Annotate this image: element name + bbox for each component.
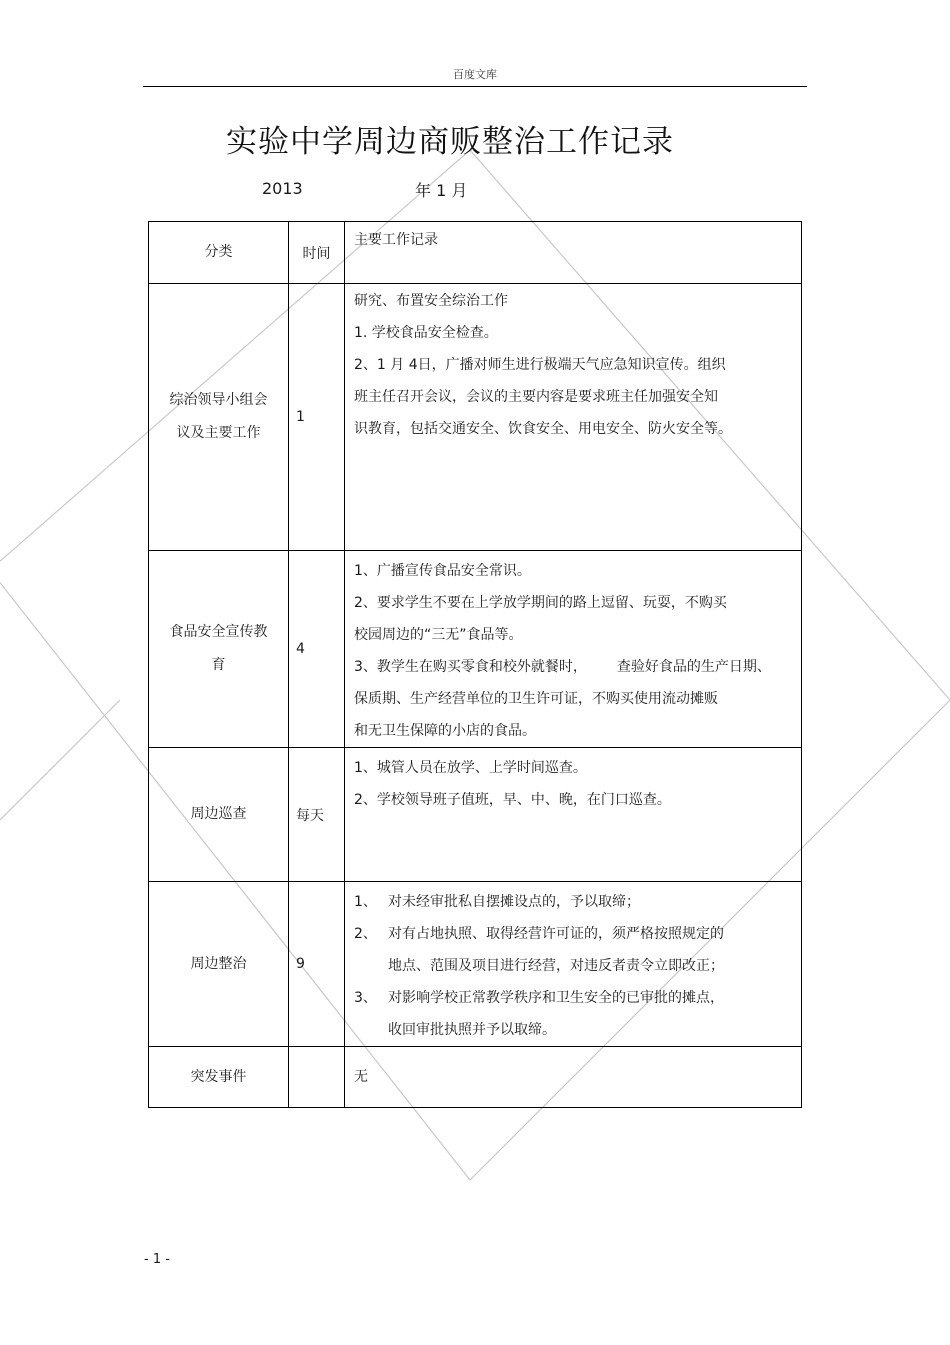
item-text: 对有占地执照、取得经营许可证的，须严格按照规定的 <box>388 926 724 942</box>
row-record <box>345 882 802 1047</box>
table-row <box>149 551 802 748</box>
header-record <box>345 222 802 284</box>
header-category: 分类 <box>149 222 289 284</box>
record-line-part: 3、教学生在购买零食和校外就餐时， <box>354 659 587 675</box>
row-category <box>149 748 289 882</box>
table-row <box>149 882 802 1047</box>
row-time <box>289 1047 345 1108</box>
table-row <box>149 1047 802 1108</box>
table-header-row <box>149 222 802 284</box>
table-row <box>149 284 802 551</box>
header-time: 时间 <box>289 222 345 284</box>
row-time: 1 <box>289 284 345 551</box>
item-text: 地点、范围及项目进行经营，对违反者责令立即改正； <box>388 958 724 974</box>
row-time: 9 <box>289 882 345 1047</box>
item-number: 3、 <box>354 990 377 1006</box>
record-line <box>354 651 801 683</box>
row-category-line: 突发事件 <box>190 1068 247 1085</box>
page-header-text: 百度文库 <box>453 68 497 81</box>
record-item <box>354 1014 801 1046</box>
row-category <box>149 551 289 748</box>
record-line: 研究、布置安全综治工作 <box>354 293 508 309</box>
row-category <box>149 1047 289 1108</box>
page-number: - 1 - <box>144 1252 170 1267</box>
record-line: 校园周边的“三无”食品等。 <box>354 627 523 643</box>
record-item <box>354 886 801 918</box>
item-number: 2、 <box>354 926 377 942</box>
record-line: 无 <box>354 1069 368 1085</box>
record-line-part: 查验好食品的生产日期、 <box>616 659 771 675</box>
row-category-line: 周边巡查 <box>190 806 247 822</box>
record-item <box>354 950 801 982</box>
record-line: 2、学校领导班子值班，早、中、晚，在门口巡查。 <box>354 792 671 808</box>
item-text: 收回审批执照并予以取缔。 <box>388 1022 556 1038</box>
row-time: 每天 <box>289 748 345 882</box>
record-line: 班主任召开会议，会议的主要内容是要求班主任加强安全知 <box>354 389 718 405</box>
document-title: 实验中学周边商贩整治工作记录 <box>226 124 674 160</box>
row-category <box>149 284 289 551</box>
item-text: 对未经审批私自摆摊设点的，予以取缔； <box>388 894 640 910</box>
row-record <box>345 1047 802 1108</box>
row-category-line: 周边整治 <box>190 955 247 972</box>
record-line: 1、城管人员在放学、上学时间巡查。 <box>354 760 587 776</box>
row-time: 4 <box>289 551 345 748</box>
row-category-line: 议及主要工作 <box>176 425 261 441</box>
table-row <box>149 748 802 882</box>
item-number: 1、 <box>354 894 377 910</box>
date-month: 年 1 月 <box>415 181 468 200</box>
row-category-line: 综治领导小组会 <box>169 392 268 408</box>
row-category-line: 食品安全宣传教 <box>169 624 268 640</box>
record-item <box>354 982 801 1014</box>
row-category <box>149 882 289 1047</box>
header-rule <box>143 86 807 87</box>
record-line: 1、广播宣传食品安全常识。 <box>354 563 531 579</box>
row-record <box>345 748 802 882</box>
record-item <box>354 918 801 950</box>
row-record <box>345 551 802 748</box>
record-line: 保质期、生产经营单位的卫生许可证，不购买使用流动摊贩 <box>354 691 718 707</box>
record-line: 和无卫生保障的小店的食品。 <box>354 723 536 739</box>
row-category-line: 育 <box>211 657 226 673</box>
record-line: 2、要求学生不要在上学放学期间的路上逗留、玩耍，不购买 <box>354 595 727 611</box>
date-year: 2013 <box>262 179 303 198</box>
row-record <box>345 284 802 551</box>
record-line: 识教育，包括交通安全、饮食安全、用电安全、防火安全等。 <box>354 421 732 437</box>
work-record-table <box>148 221 802 1108</box>
record-line: 1. 学校食品安全检查。 <box>354 325 498 341</box>
header-record-label: 主要工作记录 <box>354 232 438 248</box>
record-line: 2、1 月 4日，广播对师生进行极端天气应急知识宣传。组织 <box>354 357 726 373</box>
item-text: 对影响学校正常教学秩序和卫生安全的已审批的摊点， <box>388 990 724 1006</box>
